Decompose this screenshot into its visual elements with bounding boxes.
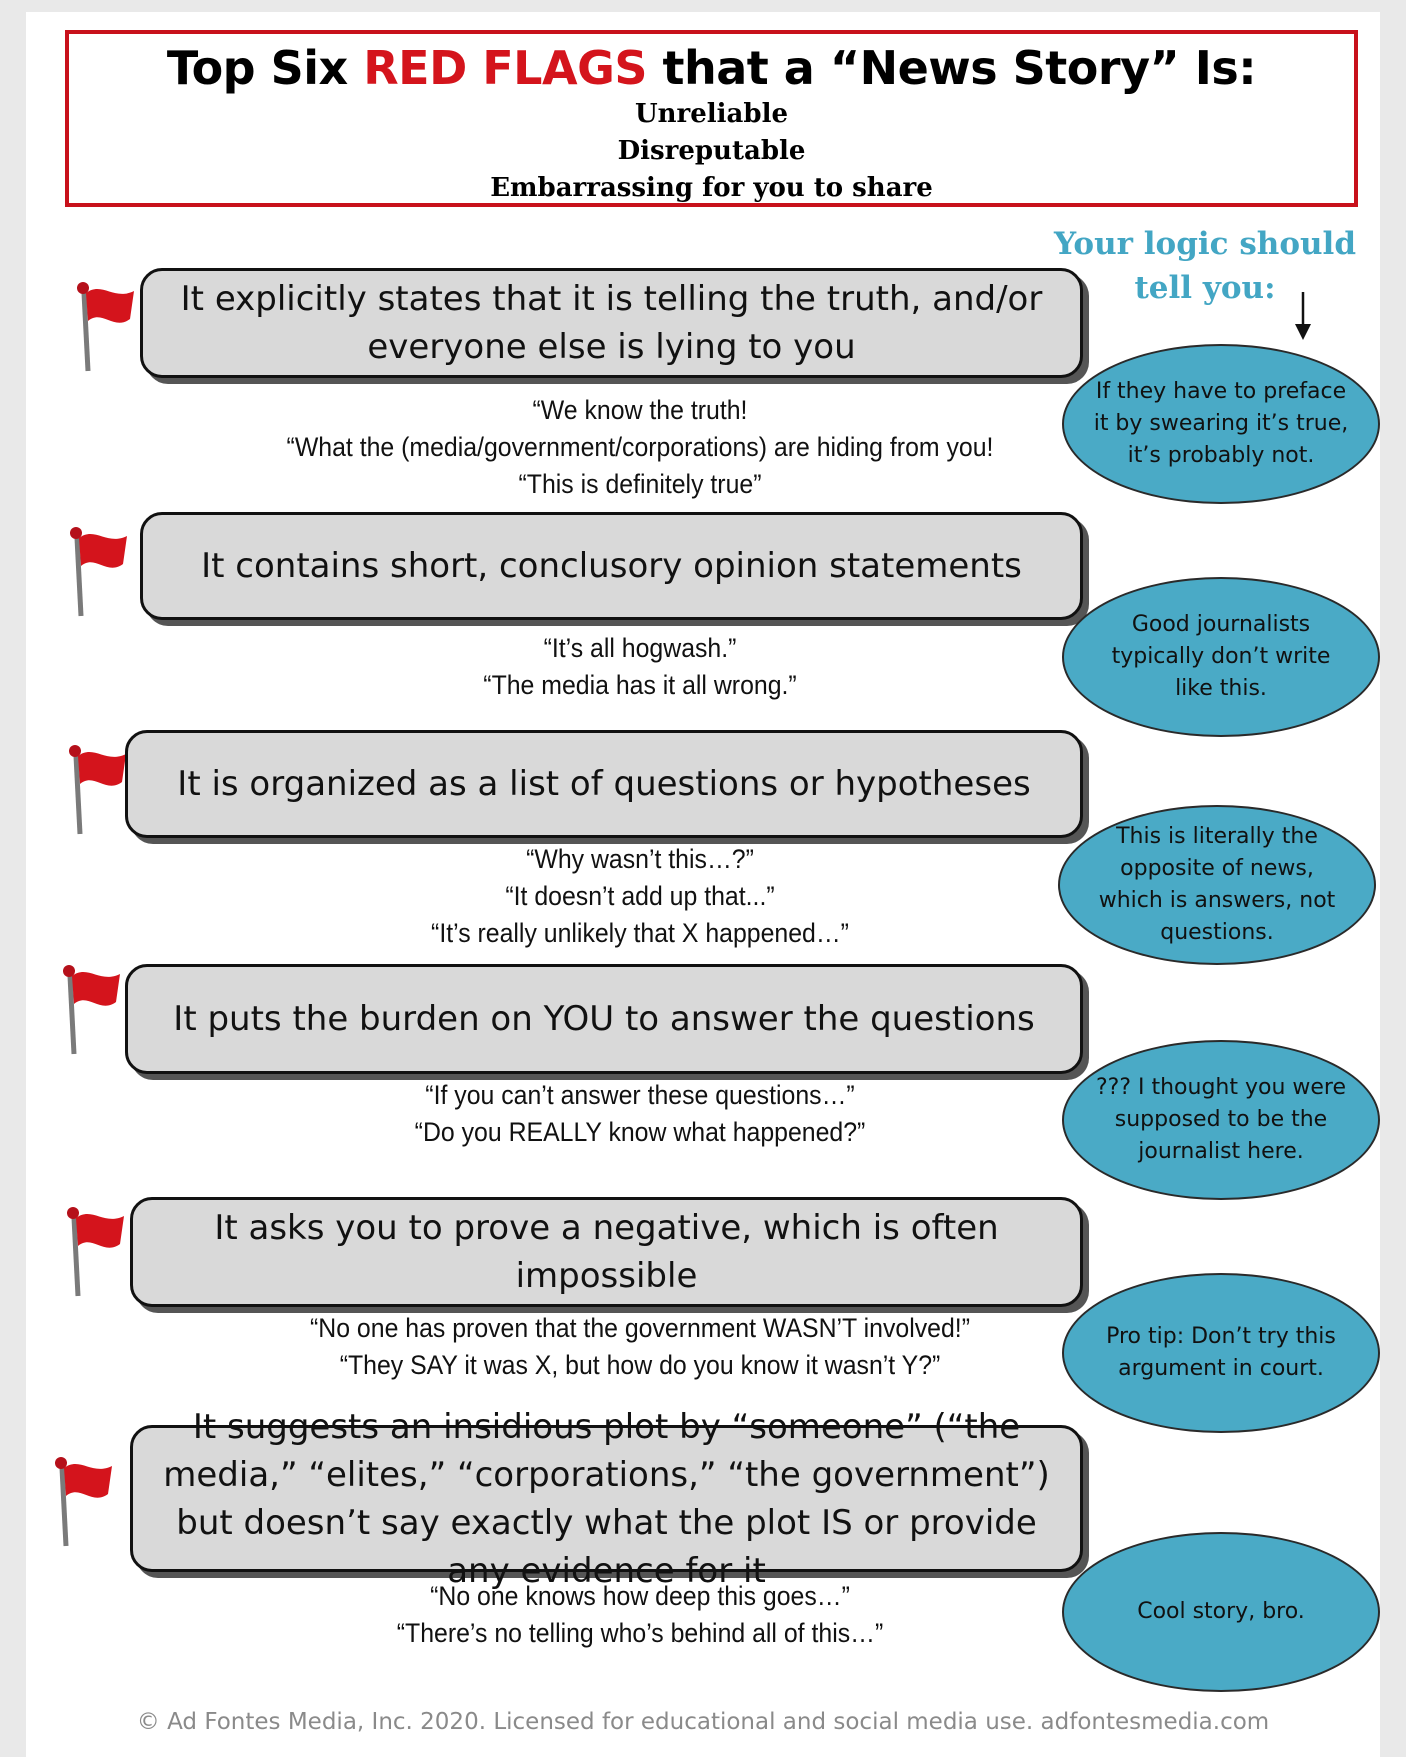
title-part-2: that a “News Story” Is: [646,41,1257,95]
title-part-1: Top Six [166,41,364,95]
page-title [69,41,1354,96]
example-quote: “There’s no telling who’s behind all of this…” [396,1618,884,1648]
copyright-footer: © Ad Fontes Media, Inc. 2020. Licensed for educational and social media use. adfontesmedia.com [136,1709,1270,1735]
red-flag-statement-2: It contains short, conclusory opinion statements [140,512,1083,620]
example-quote: “No one knows how deep this goes…” [430,1581,850,1611]
logic-bubble-4: ??? I thought you were supposed to be the journalist here. [1062,1040,1380,1200]
examples-5 [180,1310,1100,1384]
red-flag-statement-3: It is organized as a list of questions or hypotheses [125,730,1083,838]
example-quote: “Do you REALLY know what happened?” [414,1117,866,1147]
title-box [65,30,1358,207]
examples-6 [180,1578,1100,1652]
example-quote: “Why wasn’t this…?” [526,844,754,874]
logic-bubble-3: This is literally the opposite of news, which is answers, not questions. [1058,805,1376,965]
example-quote: “This is definitely true” [518,469,762,499]
examples-2 [180,630,1100,704]
arrow-down-icon [1290,290,1316,342]
examples-3 [180,841,1100,952]
red-flag-statement-1: It explicitly states that it is telling the truth, and/or everyone else is lying to you [140,268,1083,378]
red-flag-icon [60,1200,130,1300]
red-flag-statement-5: It asks you to prove a negative, which is often impossible [130,1197,1083,1307]
examples-4 [180,1077,1100,1151]
red-flag-statement-4: It puts the burden on YOU to answer the questions [125,964,1083,1074]
subtitle-embarrassing: Embarrassing for you to share [490,173,933,204]
red-flag-icon [48,1450,118,1550]
subtitle-unreliable: Unreliable [634,99,789,130]
logic-bubble-2: Good journalists typically don’t write like this. [1062,577,1380,737]
red-flag-icon [56,958,126,1058]
red-flag-statement-6: It suggests an insidious plot by “someone” (“the media,” “elites,” “corporations,” “the government”) but doesn’t say exactly what the plot IS or provide any evidence for it [130,1425,1083,1572]
logic-bubble-1: If they have to preface it by swearing it’s true, it’s probably not. [1062,344,1380,504]
example-quote: “The media has it all wrong.” [483,670,797,700]
title-red-flags: RED FLAGS [363,41,647,95]
example-quote: “No one has proven that the government WASN’T involved!” [310,1313,970,1343]
example-quote: “They SAY it was X, but how do you know it wasn’t Y?” [339,1350,941,1380]
subtitle-list [69,96,1354,207]
red-flag-icon [70,275,140,375]
example-quote: “We know the truth! [532,395,748,425]
example-quote: “It’s really unlikely that X happened…” [431,918,849,948]
example-quote: “If you can’t answer these questions…” [425,1080,855,1110]
examples-1 [180,392,1100,503]
logic-bubble-5: Pro tip: Don’t try this argument in court. [1062,1273,1380,1433]
subtitle-disreputable: Disreputable [617,136,806,167]
logic-header: Your logic should tell you: [1053,226,1356,306]
logic-bubble-6: Cool story, bro. [1062,1532,1380,1692]
example-quote: “It’s all hogwash.” [543,633,737,663]
red-flag-icon [63,520,133,620]
example-quote: “What the (media/government/corporations) are hiding from you! [286,432,994,462]
example-quote: “It doesn’t add up that...” [505,881,775,911]
red-flag-icon [62,738,132,838]
